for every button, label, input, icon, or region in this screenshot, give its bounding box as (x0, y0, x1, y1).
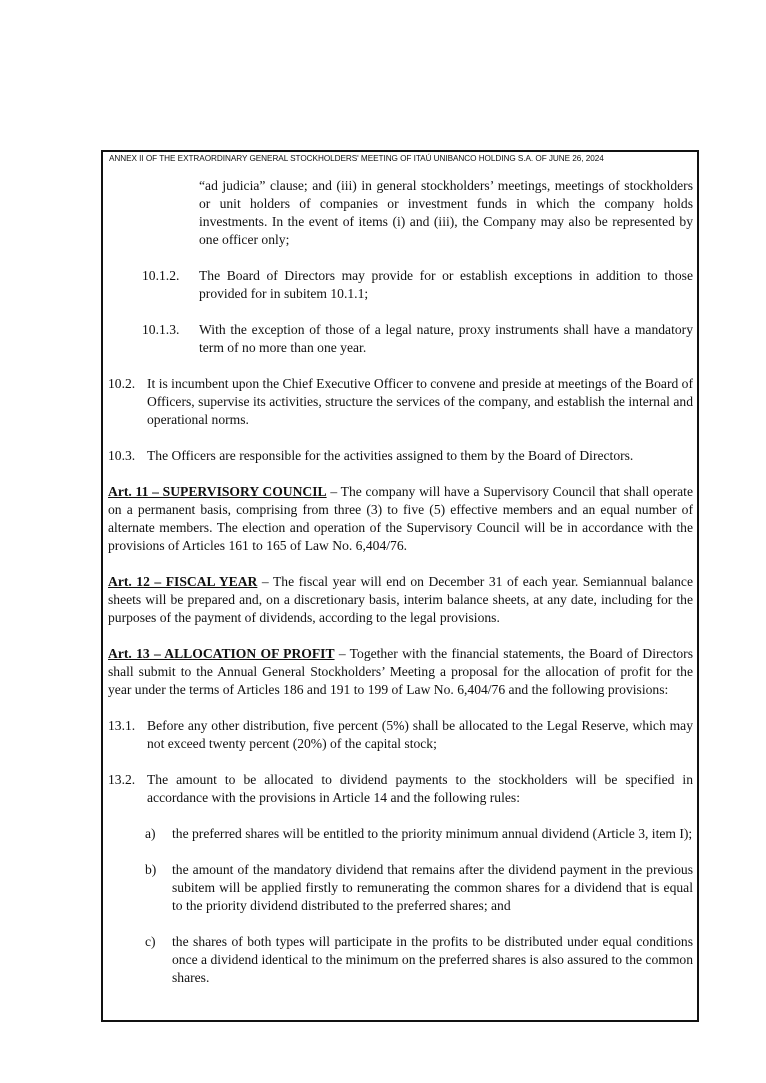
article-11 (108, 483, 693, 555)
article-12-title: Art. 12 – FISCAL YEAR (108, 574, 258, 589)
item-text: With the exception of those of a legal nature, proxy instruments shall have a mandatory term of no more than one year. (199, 322, 693, 355)
item-number: 10.3. (108, 448, 136, 463)
item-number: 10.1.3. (142, 322, 180, 337)
item-10-2 (108, 375, 693, 429)
page-header: ANNEX II OF THE EXTRAORDINARY GENERAL STOCKHOLDERS' MEETING OF ITAÚ UNIBANCO HOLDING S.A. OF JUNE 26, 2024 (109, 154, 604, 163)
subitem-c (108, 933, 693, 987)
subitem-letter: b) (145, 862, 157, 877)
article-13 (108, 645, 693, 699)
item-10-1-3 (108, 321, 693, 357)
subitem-b (108, 861, 693, 915)
article-13-title: Art. 13 – ALLOCATION OF PROFIT (108, 646, 335, 661)
item-number: 13.1. (108, 718, 136, 733)
article-11-title: Art. 11 – SUPERVISORY COUNCIL (108, 484, 327, 499)
item-number: 10.2. (108, 376, 136, 391)
subitem-text: the preferred shares will be entitled to the priority minimum annual dividend (Article 3, item I); (172, 826, 693, 841)
item-13-1 (108, 717, 693, 753)
item-10-3 (108, 447, 693, 465)
subitem-a (108, 825, 693, 843)
continued-paragraph: “ad judicia” clause; and (iii) in general stockholders’ meetings, meetings of stockholders or unit holders of companies or investment funds in which the company holds investments. In the event of items (i) and (iii), the Company may also be represented by one officer only; (199, 178, 693, 247)
item-10-1-2 (108, 267, 693, 303)
article-13-text: – Together with the financial statements, the Board of Directors shall submit to the Annual General Stockholders’ Meeting a proposal for the allocation of profit for the year under the terms of Articles 186 and 191 to 199 of Law No. 6,404/76 and the following provisions: (108, 646, 693, 697)
item-text: The Board of Directors may provide for or establish exceptions in addition to those provided for in subitem 10.1.1; (199, 268, 693, 301)
article-12-text: – The fiscal year will end on December 31 of each year. Semiannual balance sheets will be prepared and, on a discretionary basis, interim balance sheets, at any date, including for the purposes of the payment of dividends, according to the legal provisions. (108, 574, 693, 625)
document-body (108, 177, 693, 987)
article-12 (108, 573, 693, 627)
article-11-text: – The company will have a Supervisory Council that shall operate on a permanent basis, comprising from three (3) to five (5) effective members and an equal number of alternate members. The election and operation of the Supervisory Council will be in accordance with the provisions of Articles 161 to 165 of Law No. 6,404/76. (108, 484, 693, 553)
item-text: Before any other distribution, five percent (5%) shall be allocated to the Legal Reserve, which may not exceed twenty percent (20%) of the capital stock; (147, 718, 693, 751)
subitem-text: the amount of the mandatory dividend that remains after the dividend payment in the previous subitem will be applied firstly to remunerating the common shares for a dividend that is equal to the priority dividend distributed to the preferred shares; and (172, 862, 693, 913)
subitem-text: the shares of both types will participate in the profits to be distributed under equal conditions once a dividend identical to the minimum on the preferred shares is also assured to the common shares. (172, 934, 693, 985)
item-13-2 (108, 771, 693, 807)
item-number: 10.1.2. (142, 268, 180, 283)
item-text: It is incumbent upon the Chief Executive Officer to convene and preside at meetings of the Board of Officers, supervise its activities, structure the services of the company, and establish the internal and operational norms. (147, 376, 693, 427)
page-frame (101, 150, 699, 1022)
subitem-letter: c) (145, 934, 156, 949)
item-text: The Officers are responsible for the activities assigned to them by the Board of Directors. (147, 448, 634, 463)
item-number: 13.2. (108, 772, 136, 787)
item-text: The amount to be allocated to dividend payments to the stockholders will be specified in accordance with the provisions in Article 14 and the following rules: (147, 772, 693, 805)
subitem-letter: a) (145, 826, 156, 841)
